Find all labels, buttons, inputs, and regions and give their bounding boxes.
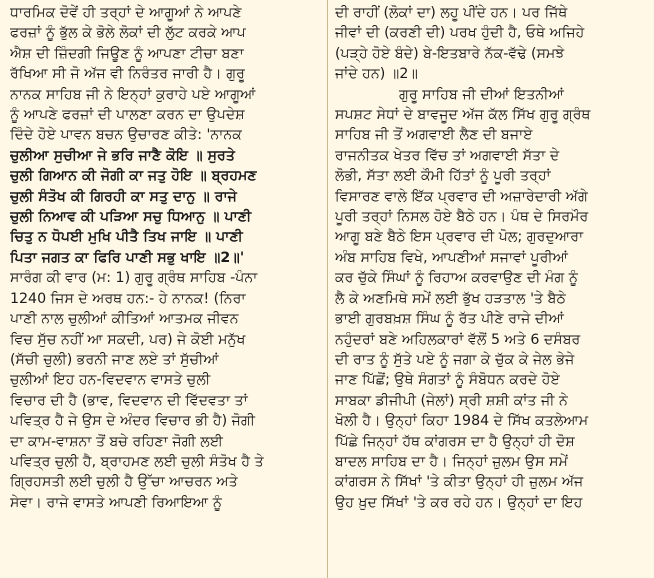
left-column-line: ਧਾਰਮਿਕ ਦੋਵੇਂ ਹੀ ਤਰ੍ਹਾਂ ਦੇ ਆਗੂਆਂ ਨੇ ਆਪਣੇ [10, 5, 242, 21]
left-column-line: ਵਿਚਾਰ ਦੀ ਹੈ (ਭਾਵ, ਵਿਦਵਾਨ ਦੀ ਵਿੱਦਵਤਾ ਤਾਂ [10, 392, 248, 409]
right-column-line: ਦੀ ਰਾਤ ਨੂੰ ਸੁੱਤੇ ਪਏ ਨੂੰ ਜਗਾ ਕੇ ਚੁੱਕ ਕੇ ਜੇਲ ਭੇਜੇ [335, 351, 575, 368]
right-column-line: ਆਗੂ ਬਣੇ ਬੈਠੇ ਇਸ ਪ੍ਰਵਾਰ ਦੀ ਪੋਲ; ਗੁਰਦੁਆਰਾ [335, 229, 584, 246]
left-column-line: ਦਾ ਕਾਮ-ਵਾਸ਼ਨਾ ਤੋਂ ਬਚੇ ਰਹਿਣਾ ਜੋਗੀ ਲਈ [10, 433, 224, 450]
right-column-line: ਪੂਰੀ ਤਰ੍ਹਾਂ ਨਿਸਲ ਹੋਏ ਬੈਠੇ ਹਨ। ਪੰਥ ਦੇ ਸਿਰਮੌਰ [335, 209, 589, 226]
right-column-line: ਜਾਂਦੇ ਹਨ) ॥2॥ [335, 66, 418, 83]
right-column-line: ਸਾਬਕਾ ਡੀਜੀਪੀ (ਜੇਲਾਂ) ਸ੍ਰੀ ਸ਼ਸ਼ੀ ਕਾਂਤ ਜੀ ਨੇ [335, 392, 568, 409]
left-column-line: (ਸੱਚੀ ਚੁਲੀ) ਭਰਨੀ ਜਾਣ ਲਏ ਤਾਂ ਸੁੱਚੀਆਂ [10, 351, 219, 368]
right-text-column [335, 3, 648, 578]
left-column-line: ਪਵਿਤ੍ਰ ਚੁਲੀ ਹੈ, ਬ੍ਰਾਹਮਣ ਲਈ ਚੁਲੀ ਸੰਤੋਖ ਹੈ ਤੇ [10, 453, 264, 470]
left-column-line: ਦਿੰਦੇ ਹੋਏ ਪਾਵਨ ਬਚਨ ਉਚਾਰਣ ਕੀਤੇ: 'ਨਾਨਕ [10, 127, 242, 144]
right-column-line: ਕਾਂਗਰਸ ਨੇ ਸਿੱਖਾਂ 'ਤੇ ਕੀਤਾ ਉਨ੍ਹਾਂ ਹੀ ਜ਼ੁਲਮ ਅੱਜ [335, 474, 584, 491]
left-column-line: ਚੁਲੀ ਗਿਆਨ ਕੀ ਜੋਗੀ ਕਾ ਜਤੁ ਹੋਇ ॥ ਬ੍ਰਹਮਣ [10, 168, 257, 185]
left-column-line: ਪਿਤਾ ਜਗਤ ਕਾ ਫਿਰਿ ਪਾਣੀ ਸਭੁ ਖਾਇ ॥2॥' [10, 249, 245, 266]
right-column-line: ਰਾਜਨੀਤਕ ਖੇਤਰ ਵਿੱਚ ਤਾਂ ਅਗਵਾਈ ਸੱਤਾ ਦੇ [335, 147, 560, 164]
right-column-line: ਲੈ ਕੇ ਅਣਮਿਥੇ ਸਮੇਂ ਲਈ ਭੁੱਖ ਹੜਤਾਲ 'ਤੇ ਬੈਠੇ [335, 290, 566, 307]
right-column-line: ਵਿਸਾਰਣ ਵਾਲੇ ਇੱਕ ਪ੍ਰਵਾਰ ਦੀ ਅਜ਼ਾਰੇਦਾਰੀ ਅੱਗੇ [335, 188, 588, 205]
right-column-line: (ਪੜ੍ਹੇ ਹੋਏ ਬੰਦੇ) ਬੇ-ਇਤਬਾਰੇ ਨੱਕ-ਵੱਢੇ (ਸਮਝੇ [335, 45, 565, 62]
column-divider [327, 0, 328, 578]
right-column-line: ਜੀਵਾਂ ਦੀ (ਕਰਣੀ ਦੀ) ਪਰਖ ਹੁੰਦੀ ਹੈ, ਓਥੇ ਅਜਿਹੇ [335, 25, 585, 42]
left-column-line: ਨੂੰ ਆਪਣੇ ਫਰਜ਼ਾਂ ਦੀ ਪਾਲਣਾ ਕਰਨ ਦਾ ਉਪਦੇਸ਼ [10, 107, 245, 124]
right-column-line: ਖੋਲੀ ਹੈ। ਉਨ੍ਹਾਂ ਕਿਹਾ 1984 ਦੇ ਸਿੱਖ ਕਤਲੇਆਮ [335, 413, 589, 430]
right-column-line: ਕਰ ਚੁੱਕੇ ਸਿੰਘਾਂ ਨੂੰ ਰਿਹਾਅ ਕਰਵਾਉਣ ਦੀ ਮੰਗ ਨੂੰ [335, 270, 578, 287]
left-column-line: 1240 ਜਿਸ ਦੇ ਅਰਥ ਹਨ:- ਹੇ ਨਾਨਕ! (ਨਿਰਾ [10, 290, 246, 307]
right-column-line: ਜਾਣ ਪਿੱਛੋਂ; ਉਥੇ ਸੰਗਤਾਂ ਨੂੰ ਸੰਬੋਧਨ ਕਰਦੇ ਹੋਏ [335, 372, 560, 389]
right-column-line: ਅੰਬ ਸਾਹਿਬ ਵਿਖੇ, ਆਪਣੀਆਂ ਸਜਾਵਾਂ ਪੂਰੀਆਂ [335, 249, 569, 266]
left-column-line: ਚੁਲੀ ਨਿਆਵ ਕੀ ਪੜਿਆ ਸਚੁ ਧਿਆਨੁ ॥ ਪਾਣੀ [10, 209, 252, 226]
right-column-line: ਪਿੱਛੇ ਜਿਨ੍ਹਾਂ ਹੱਥ ਕਾਂਗਰਸ ਦਾ ਹੈ ਉਨ੍ਹਾਂ ਹੀ ਦੋਸ਼ [335, 433, 575, 450]
right-column-line: ਉਹ ਖ਼ੁਦ ਸਿੱਖਾਂ 'ਤੇ ਕਰ ਰਹੇ ਹਨ। ਉਨ੍ਹਾਂ ਦਾ ਇਹ [335, 494, 583, 511]
left-column-line: ਸੇਵਾ। ਰਾਜੇ ਵਾਸਤੇ ਆਪਣੀ ਰਿਆਇਆ ਨੂੰ [10, 494, 222, 511]
left-column-line: ਰੱਖਿਆ ਸੀ ਜੋ ਅੱਜ ਵੀ ਨਿਰੰਤਰ ਜਾਰੀ ਹੈ। ਗੁਰੂ [10, 66, 245, 83]
right-column-line: ਨਹੁੰਦਰਾਂ ਬਣੇ ਅਹਿਲਕਾਰਾਂ ਵੱਲੋਂ 5 ਅਤੇ 6 ਦਸੰਬਰ [335, 331, 581, 348]
right-column-line: ਸਪਸ਼ਟ ਸੇਧਾਂ ਦੇ ਬਾਵਜੂਦ ਅੱਜ ਕੱਲ ਸਿੱਖ ਗੁਰੂ ਗ੍ਰੰਥ [335, 107, 591, 124]
left-column-line: ਚਿਤੁ ਨ ਧੋਪਈ ਮੁਖਿ ਪੀਤੈ ਤਿਖ ਜਾਇ ॥ ਪਾਣੀ [10, 229, 243, 246]
right-column-line: ਭਾਈ ਗੁਰਬਖ਼ਸ਼ ਸਿੰਘ ਨੂੰ ਰੱਤ ਪੀਣੇ ਰਾਜੇ ਦੀਆਂ [335, 311, 565, 328]
left-column-line: ਫਰਜ਼ਾਂ ਨੂੰ ਭੁੱਲ ਕੇ ਭੋਲੇ ਲੋਕਾਂ ਦੀ ਲੁੱਟ ਕਰਕੇ ਆਪ [10, 25, 246, 42]
right-column-line: ਦੀ ਰਾਹੀਂ (ਲੋਕਾਂ ਦਾ) ਲਹੂ ਪੀਂਦੇ ਹਨ। ਪਰ ਜਿੱਥੇ [335, 5, 568, 21]
right-column-line: ਲੋਭੀ, ਸੱਤਾ ਲਈ ਕੌਮੀ ਹਿੱਤਾਂ ਨੂੰ ਪੂਰੀ ਤਰ੍ਹਾਂ [335, 168, 551, 185]
right-column-line: ਗੁਰੂ ਸਾਹਿਬ ਜੀ ਦੀਆਂ ਇਤਨੀਆਂ [399, 86, 565, 103]
left-column-line: ਸਾਰੰਗ ਕੀ ਵਾਰ (ਮ: 1) ਗੁਰੂ ਗ੍ਰੰਥ ਸਾਹਿਬ -ਪੰਨਾ [10, 270, 258, 287]
left-column-line: ਚੁਲੀਆ ਸੁਚੀਆ ਜੇ ਭਰਿ ਜਾਣੈ ਕੋਇ ॥ ਸੁਰਤੇ [10, 147, 235, 164]
right-column-line: ਬਾਦਲ ਸਾਹਿਬ ਦਾ ਹੈ। ਜਿਨ੍ਹਾਂ ਜ਼ੁਲਮ ਉਸ ਸਮੇਂ [335, 453, 568, 470]
left-column-line: ਪਾਣੀ ਨਾਲ ਚੁਲੀਆਂ ਕੀਤਿਆਂ ਆਤਮਕ ਜੀਵਨ [10, 311, 239, 328]
right-column-line: ਸਾਹਿਬ ਜੀ ਤੋਂ ਅਗਵਾਈ ਲੈਣ ਦੀ ਬਜਾਏ [335, 127, 533, 144]
left-column-line: ਪਵਿਤ੍ਰ ਹੈ ਜੇ ਉਸ ਦੇ ਅੰਦਰ ਵਿਚਾਰ ਭੀ ਹੈ) ਜੋਗੀ [10, 413, 256, 430]
left-column-line: ਨਾਨਕ ਸਾਹਿਬ ਜੀ ਨੇ ਇਨ੍ਹਾਂ ਕੁਰਾਹੇ ਪਏ ਆਗੂਆਂ [10, 86, 256, 103]
left-column-line: ਗ੍ਰਿਹਸਤੀ ਲਈ ਚੁਲੀ ਹੈ ਉੱਚਾ ਆਚਰਨ ਅਤੇ [10, 474, 238, 491]
left-column-line: ਐਸ਼ ਦੀ ਜ਼ਿੰਦਗੀ ਜਿਊਣ ਨੂੰ ਆਪਣਾ ਟੀਚਾ ਬਣਾ [10, 45, 244, 62]
left-text-column [6, 3, 321, 578]
left-column-line: ਚੁਲੀਆਂ ਇਹ ਹਨ-ਵਿਦਵਾਨ ਵਾਸਤੇ ਚੁਲੀ [10, 372, 211, 389]
left-column-line: ਚੁਲੀ ਸੰਤੋਖ ਕੀ ਗਿਰਹੀ ਕਾ ਸਤੁ ਦਾਨੁ ॥ ਰਾਜੇ [10, 188, 237, 205]
left-column-line: ਵਿਚ ਸੁੱਚ ਨਹੀਂ ਆ ਸਕਦੀ, ਪਰ) ਜੇ ਕੋਈ ਮਨੁੱਖ [10, 331, 246, 348]
